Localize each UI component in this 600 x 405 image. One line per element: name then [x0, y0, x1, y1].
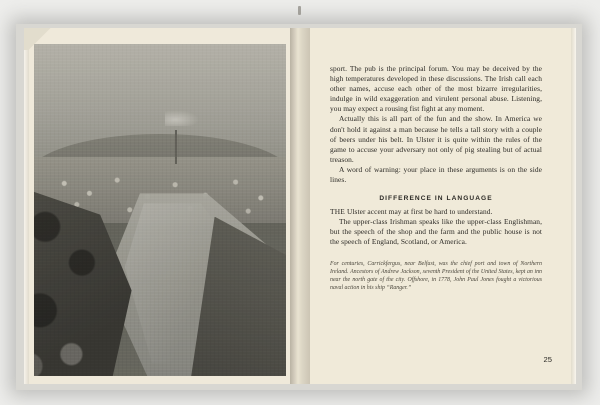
right-page-edge — [571, 28, 576, 384]
paragraph: Actually this is all part of the fun and the show. In America we don't hold it against a man because he tells a tall story with a couple of beers under his belt. In Ulster it is quite within the rules of the game to accuse your adversary not only of pig stealing but of actual treason. — [330, 114, 542, 164]
paragraph: The upper-class Irishman speaks like the upper-class Englishman, but the speech of the shop and the farm and the public house is not the speech of England, Scotland, or America. — [330, 217, 542, 247]
right-page — [296, 28, 576, 384]
paragraph-lead-smallcaps: THE — [330, 207, 346, 217]
paragraph-rest: Ulster accent may at first be hard to understand. — [345, 207, 493, 217]
body-text-column — [330, 64, 542, 298]
book-spread — [24, 28, 576, 384]
page-corner-curl — [24, 28, 54, 50]
left-page-edge — [24, 28, 29, 384]
paragraph: sport. The pub is the principal forum. You may be deceived by the high temperatures developed in these discussions. The Irish call each other names, accuse each other of the most bizarre irregularities, indulge in wild exaggeration and virulent personal abuse. Listening, you may expect a rousing fist fight at any moment. — [330, 64, 542, 114]
paragraph — [330, 207, 542, 217]
left-page — [24, 28, 296, 384]
spine-top-mark — [298, 6, 301, 15]
paragraph: A word of warning: your place in these arguments is on the side lines. — [330, 164, 542, 185]
photo-grain-overlay — [34, 44, 286, 376]
page-number: 25 — [543, 355, 552, 364]
river-valley-photograph — [34, 44, 286, 376]
photo-caption: For centuries, Carrickfergus, near Belfast, was the chief port and town of Northern Ireland. Ancestors of Andrew Jackson, seventh President of the United States, kept an inn near the north gate of the city. Offshore, in 1778, John Paul Jones fought a victorious naval action in his ship “Ranger.” — [330, 260, 542, 291]
section-heading: DIFFERENCE IN LANGUAGE — [379, 195, 493, 203]
